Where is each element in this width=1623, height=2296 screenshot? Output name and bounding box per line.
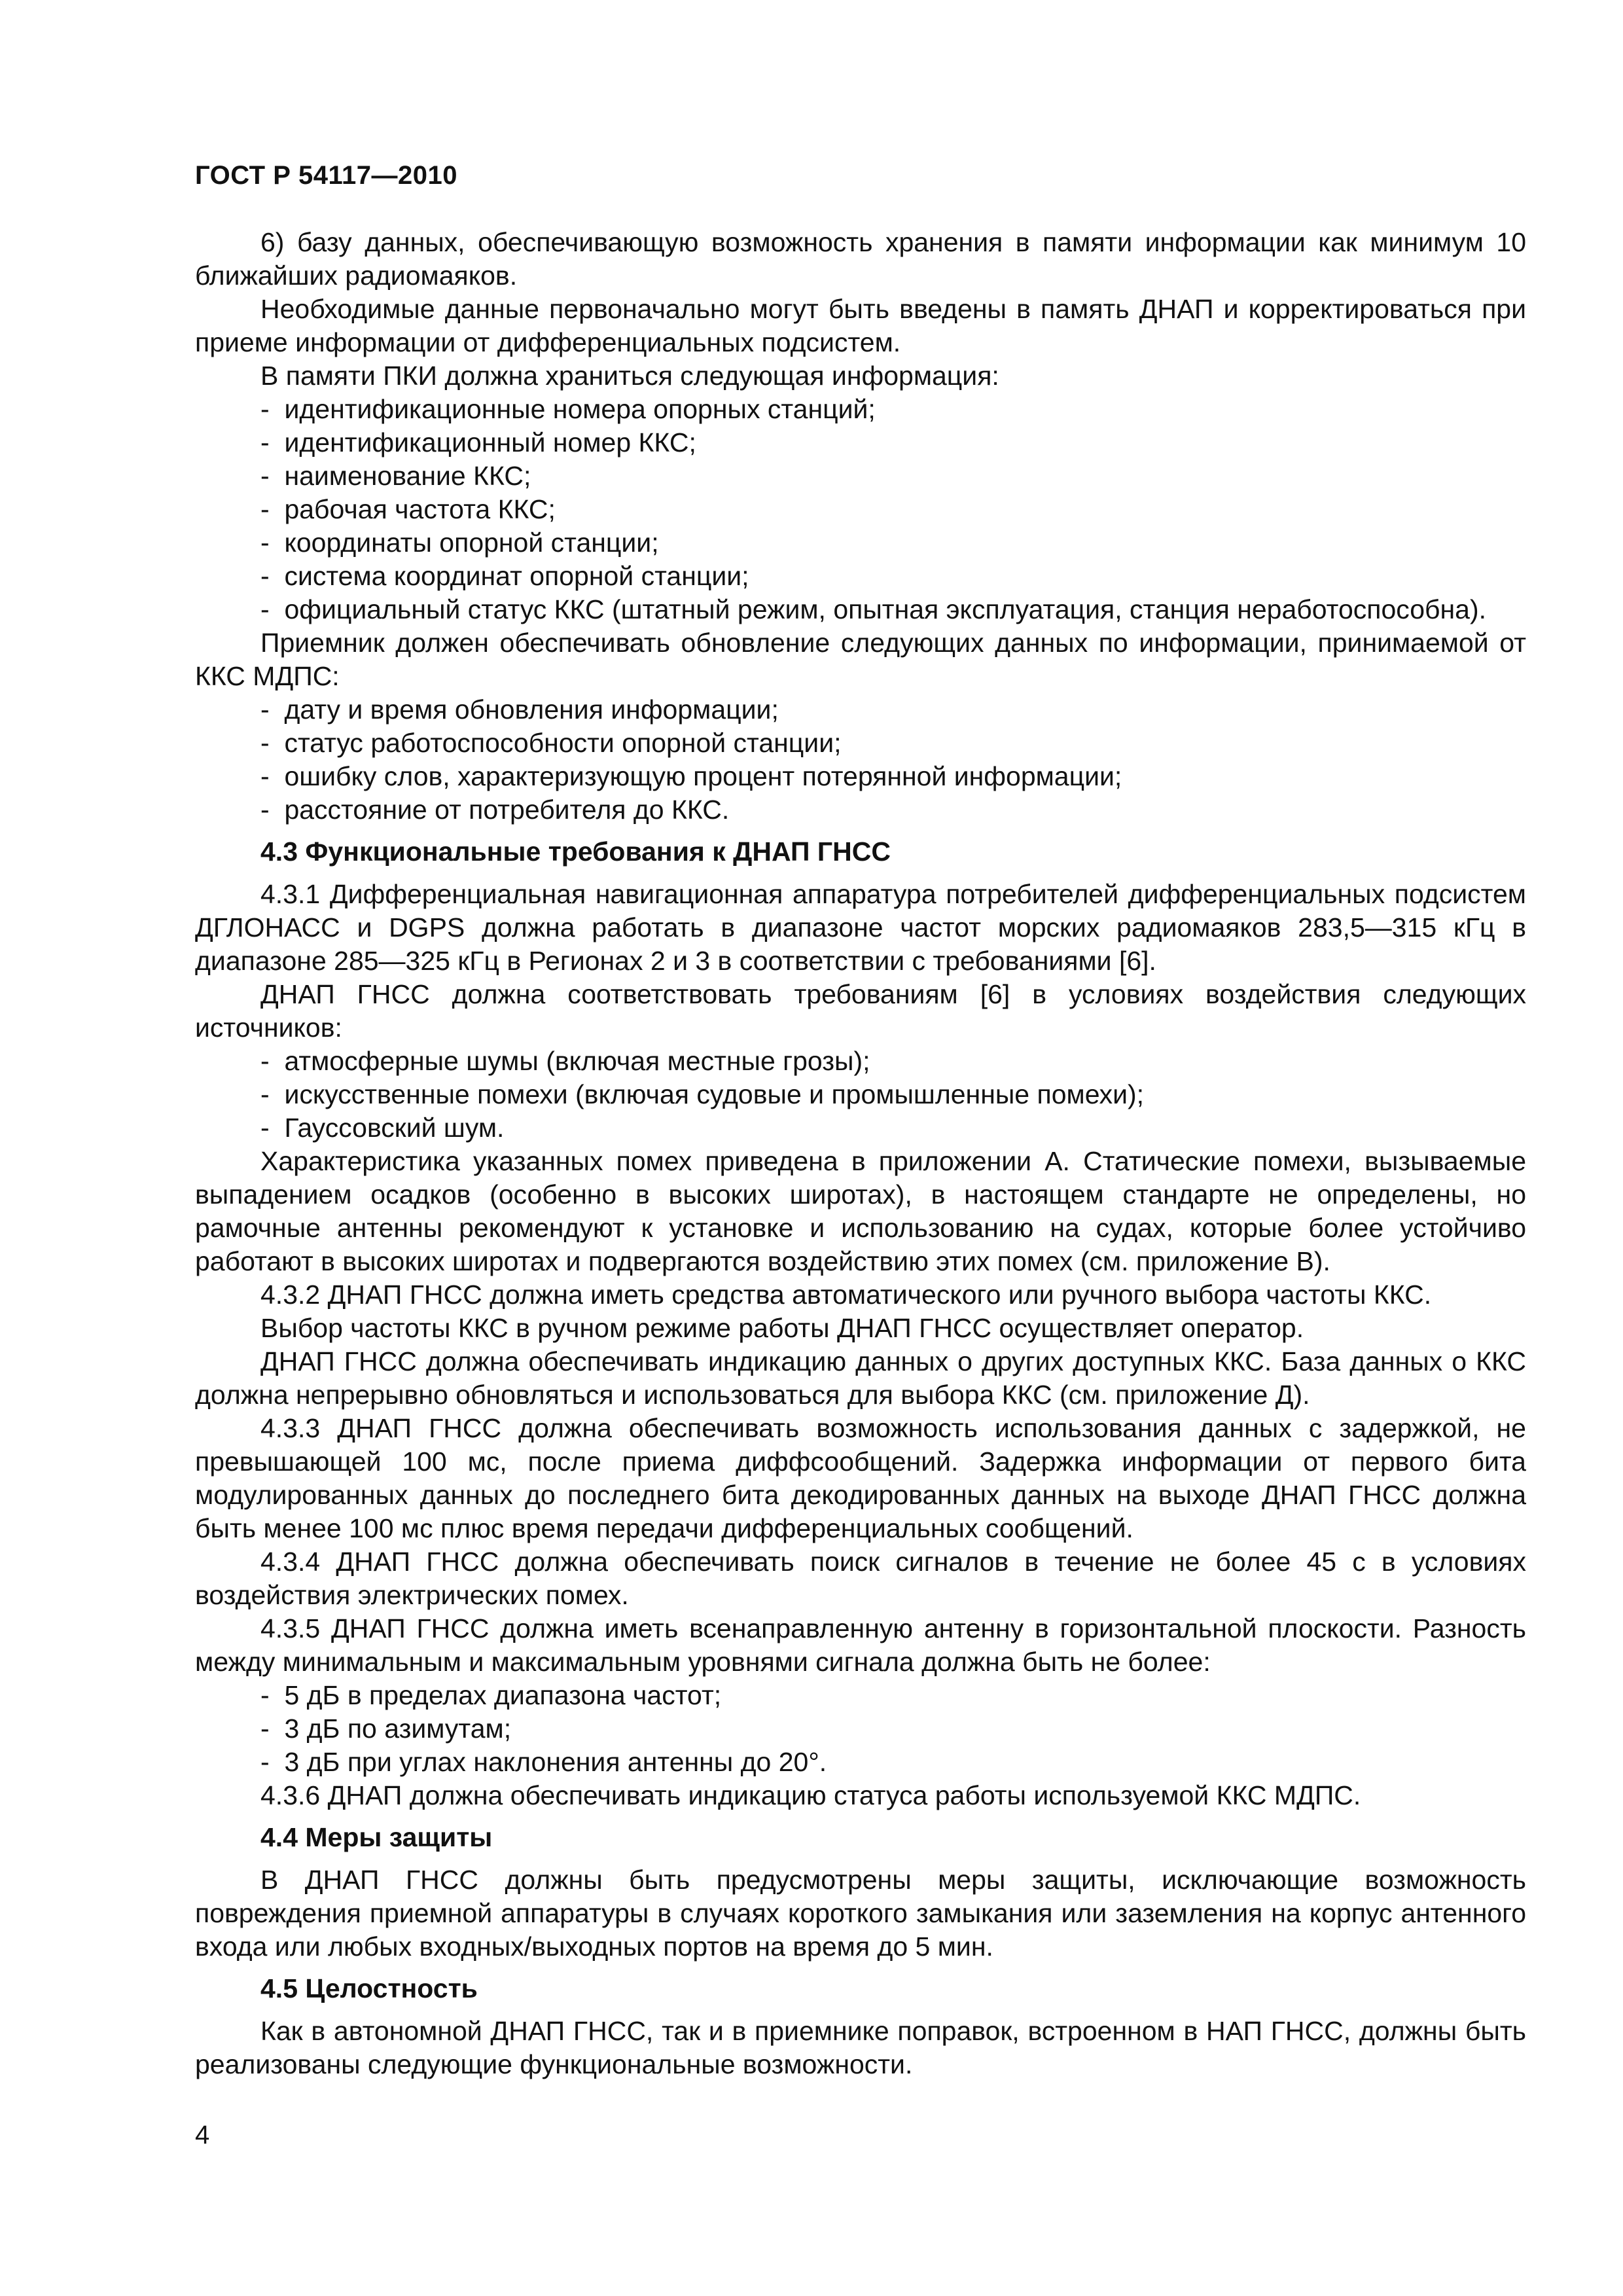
section-heading-4-5: 4.5 Целостность (260, 1973, 478, 2003)
paragraph: 4.3.1 Дифференциальная навигационная аппаратура потребителей дифференциальных подсистем ДГЛОНАСС и DGPS должна работать в диапазоне частот морских радиомаяков 283,5—315 кГц в диапазоне 285—325 кГц в Регионах 2 и 3 в соответствии с требованиями [6]. (195, 879, 1526, 976)
document-body (195, 226, 1526, 2081)
list-item: - наименование ККС; (195, 459, 1526, 493)
list-item: - дату и время обновления информации; (195, 693, 1526, 726)
paragraph: Приемник должен обеспечивать обновление следующих данных по информации, принимаемой от ККС МДПС: (195, 628, 1526, 691)
bullet-list (195, 393, 1526, 626)
list-item: - система координат опорной станции; (195, 560, 1526, 593)
document-header: ГОСТ Р 54117—2010 (195, 161, 457, 190)
list-item: - искусственные помехи (включая судовые и промышленные помехи); (195, 1078, 1526, 1111)
paragraph: 6) базу данных, обеспечивающую возможность хранения в памяти информации как минимум 10 ближайших радиомаяков. (195, 227, 1526, 291)
paragraph: 4.3.4 ДНАП ГНСС должна обеспечивать поиск сигналов в течение не более 45 с в условиях воздействия электрических помех. (195, 1547, 1526, 1610)
paragraph: ДНАП ГНСС должна соответствовать требованиям [6] в условиях воздействия следующих источников: (195, 979, 1526, 1043)
list-item: - 3 дБ при углах наклонения антенны до 20°. (195, 1746, 1526, 1779)
paragraph: ДНАП ГНСС должна обеспечивать индикацию данных о других доступных ККС. База данных о ККС должна непрерывно обновляться и использоваться для выбора ККС (см. приложение Д). (195, 1346, 1526, 1410)
paragraph: Выбор частоты ККС в ручном режиме работы ДНАП ГНСС осуществляет оператор. (260, 1313, 1304, 1343)
paragraph: Как в автономной ДНАП ГНСС, так и в приемнике поправок, встроенном в НАП ГНСС, должны быть реализованы следующие функциональные возможности. (195, 2016, 1526, 2079)
paragraph: 4.3.2 ДНАП ГНСС должна иметь средства автоматического или ручного выбора частоты ККС. (260, 1280, 1432, 1310)
list-item: - статус работоспособности опорной станции; (195, 726, 1526, 760)
paragraph: 4.3.3 ДНАП ГНСС должна обеспечивать возможность использования данных с задержкой, не превышающей 100 мс, после приема диффсообщений. Задержка информации от первого бита модулированных данных до последнего бита декодированных данных на выходе ДНАП ГНСС должна быть менее 100 мс плюс время передачи дифференциальных сообщений. (195, 1413, 1526, 1543)
paragraph: В ДНАП ГНСС должны быть предусмотрены меры защиты, исключающие возможность повреждения приемной аппаратуры в случаях короткого замыкания или заземления на корпус антенного входа или любых входных/выходных портов на время до 5 мин. (195, 1865, 1526, 1962)
section-heading-4-4: 4.4 Меры защиты (260, 1822, 493, 1852)
bullet-list (195, 1045, 1526, 1145)
bullet-list (195, 693, 1526, 827)
paragraph: 4.3.6 ДНАП должна обеспечивать индикацию статуса работы используемой ККС МДПС. (260, 1780, 1361, 1810)
list-item: - идентификационные номера опорных станций; (195, 393, 1526, 426)
section-heading-4-3: 4.3 Функциональные требования к ДНАП ГНСС (260, 836, 891, 867)
list-item: - официальный статус ККС (штатный режим, опытная эксплуатация, станция неработоспособна). (195, 593, 1526, 626)
paragraph: Характеристика указанных помех приведена в приложении А. Статические помехи, вызываемые выпадением осадков (особенно в высоких широтах), в настоящем стандарте не определены, но рамочные антенны рекомендуют к установке и использованию на судах, которые более устойчиво работают в высоких широтах и подвергаются воздействию этих помех (см. приложение В). (195, 1146, 1526, 1276)
list-item: - атмосферные шумы (включая местные грозы); (195, 1045, 1526, 1078)
paragraph: В памяти ПКИ должна храниться следующая информация: (260, 361, 999, 391)
list-item: - 3 дБ по азимутам; (195, 1712, 1526, 1746)
list-item: - 5 дБ в пределах диапазона частот; (195, 1679, 1526, 1712)
list-item: - координаты опорной станции; (195, 526, 1526, 560)
list-item: - Гауссовский шум. (195, 1111, 1526, 1145)
paragraph: 4.3.5 ДНАП ГНСС должна иметь всенаправленную антенну в горизонтальной плоскости. Разность между минимальным и максимальным уровнями сигнала должна быть не более: (195, 1613, 1526, 1677)
paragraph: Необходимые данные первоначально могут быть введены в память ДНАП и корректироваться при приеме информации от дифференциальных подсистем. (195, 294, 1526, 357)
list-item: - рабочая частота ККС; (195, 493, 1526, 526)
page-number: 4 (195, 2121, 210, 2149)
bullet-list (195, 1679, 1526, 1779)
list-item: - расстояние от потребителя до ККС. (195, 793, 1526, 827)
list-item: - ошибку слов, характеризующую процент потерянной информации; (195, 760, 1526, 793)
list-item: - идентификационный номер ККС; (195, 426, 1526, 459)
